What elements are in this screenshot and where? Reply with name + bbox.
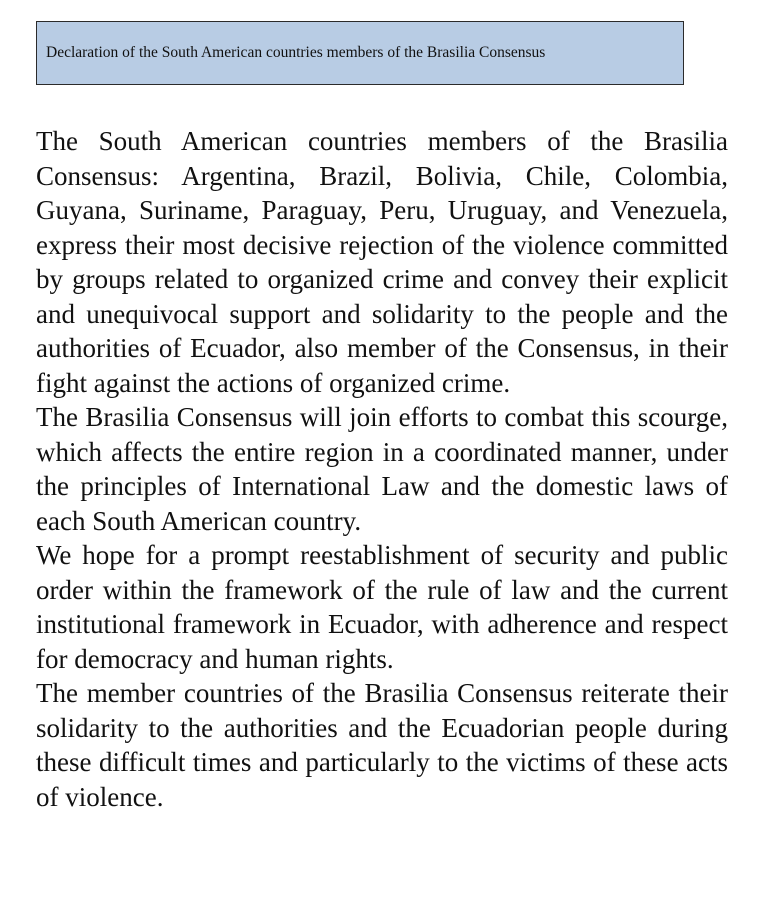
- title-box: [36, 21, 684, 85]
- paragraph-4: The member countries of the Brasilia Consensus reiterate their solidarity to the authorities and the Ecuadorian people during these difficult times and particularly to the victims of these acts of violence.: [36, 678, 728, 812]
- declaration-body: [36, 124, 728, 814]
- paragraph-2: The Brasilia Consensus will join efforts to combat this scourge, which affects the entire region in a coordinated manner, under the principles of International Law and the domestic laws of each South American country.: [36, 402, 728, 536]
- paragraph-3: We hope for a prompt reestablishment of security and public order within the framework of the rule of law and the current institutional framework in Ecuador, with adherence and respect for democracy and human rights.: [36, 540, 728, 674]
- paragraph-1: The South American countries members of the Brasilia Consensus: Argentina, Brazil, Bolivia, Chile, Colombia, Guyana, Suriname, Paraguay, Peru, Uruguay, and Venezuela, express their most decisive rejection of the violence committed by groups related to organized crime and convey their explicit and unequivocal support and solidarity to the people and the authorities of Ecuador, also member of the Consensus, in their fight against the actions of organized crime.: [36, 126, 728, 398]
- document-title: Declaration of the South American countries members of the Brasilia Consensus: [46, 44, 546, 61]
